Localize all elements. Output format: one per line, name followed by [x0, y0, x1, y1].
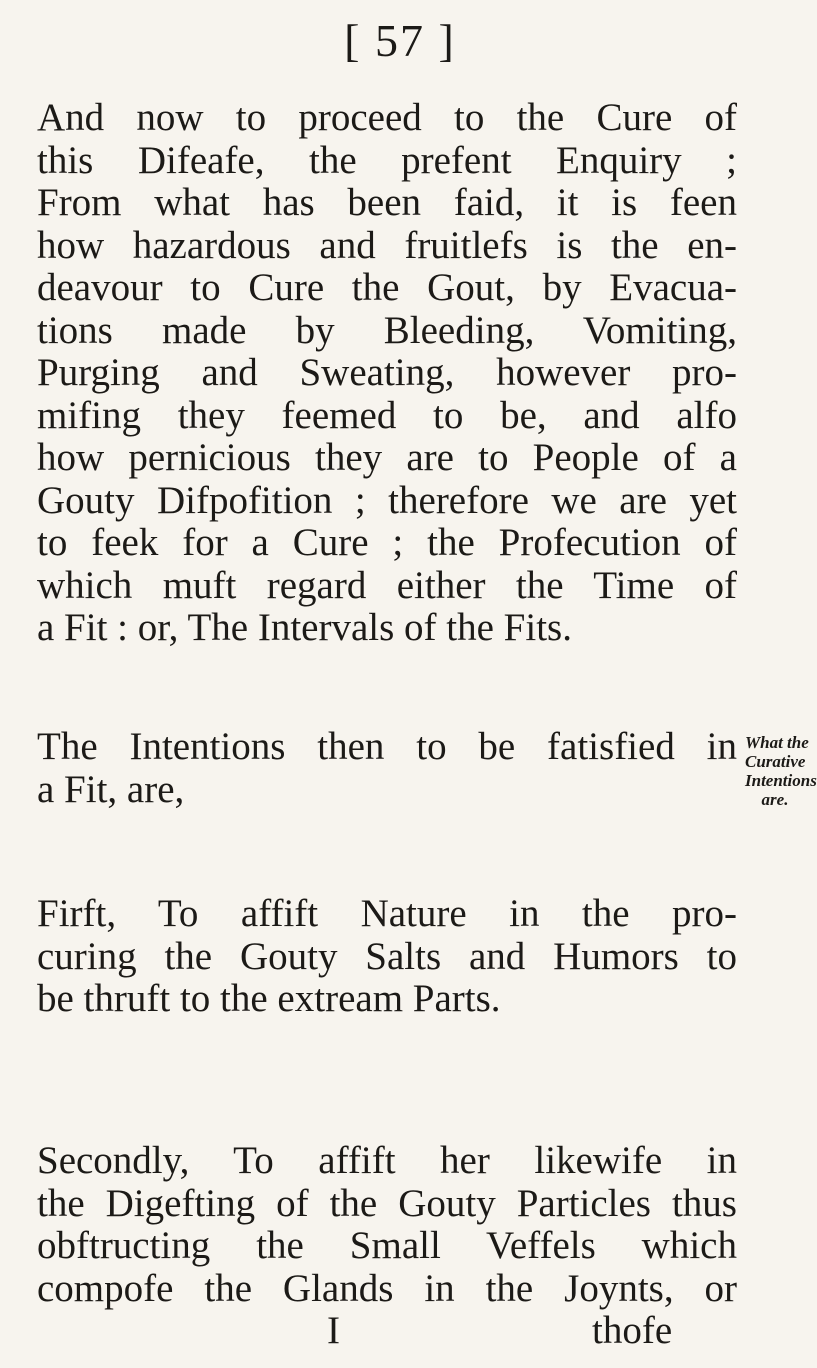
- page-number: [ 57 ]: [344, 15, 456, 66]
- text-line: Firft, To affift Nature in the pro-: [37, 892, 737, 935]
- margin-note: [745, 733, 817, 809]
- text-line: to feek for a Cure ; the Profecution of: [37, 521, 737, 564]
- text-line: how hazardous and fruitlefs is the en-: [37, 223, 737, 267]
- paragraph-cure-intro: [37, 97, 737, 650]
- margin-note-line: What the: [745, 733, 809, 752]
- text-line: curing the Gouty Salts and Humors to: [37, 934, 737, 978]
- text-line: this Difeafe, the prefent Enquiry ;: [37, 138, 737, 182]
- text-line: deavour to Cure the Gout, by Evacua-: [37, 266, 737, 309]
- paragraph-secondly: [37, 1139, 737, 1352]
- text-line: a Fit, are,: [37, 767, 185, 811]
- text-line: obftructing the Small Veffels which: [37, 1224, 737, 1267]
- paragraph-first: [37, 893, 737, 1021]
- text-line: a Fit : or, The Intervals of the Fits.: [37, 606, 572, 649]
- signature-mark: I: [327, 1309, 340, 1352]
- text-line: Secondly, To affift her likewife in: [37, 1139, 737, 1182]
- text-line: which muft regard either the Time of: [37, 563, 737, 607]
- text-line: The Intentions then to be fatisfied in: [37, 725, 737, 768]
- paragraph-intentions: [37, 726, 737, 811]
- margin-note-line: Intentions: [745, 771, 817, 790]
- text-line: Gouty Difpofition ; therefore we are yet: [37, 478, 737, 522]
- text-line: be thruft to the extream Parts.: [37, 977, 501, 1020]
- margin-note-line: are.: [761, 790, 789, 809]
- text-line: compofe the Glands in the Joynts, or: [37, 1266, 737, 1310]
- text-line: mifing they feemed to be, and alfo: [37, 393, 737, 437]
- text-line: how pernicious they are to People of a: [37, 436, 737, 479]
- text-line: the Digefting of the Gouty Particles thus: [37, 1181, 737, 1225]
- text-line: tions made by Bleeding, Vomiting,: [37, 308, 737, 352]
- text-line: Purging and Sweating, however pro-: [37, 351, 737, 394]
- text-line: And now to proceed to the Cure of: [37, 96, 737, 139]
- margin-note-line: Curative: [745, 752, 806, 771]
- text-line: From what has been faid, it is feen: [37, 181, 737, 224]
- catchword: thofe: [592, 1309, 673, 1352]
